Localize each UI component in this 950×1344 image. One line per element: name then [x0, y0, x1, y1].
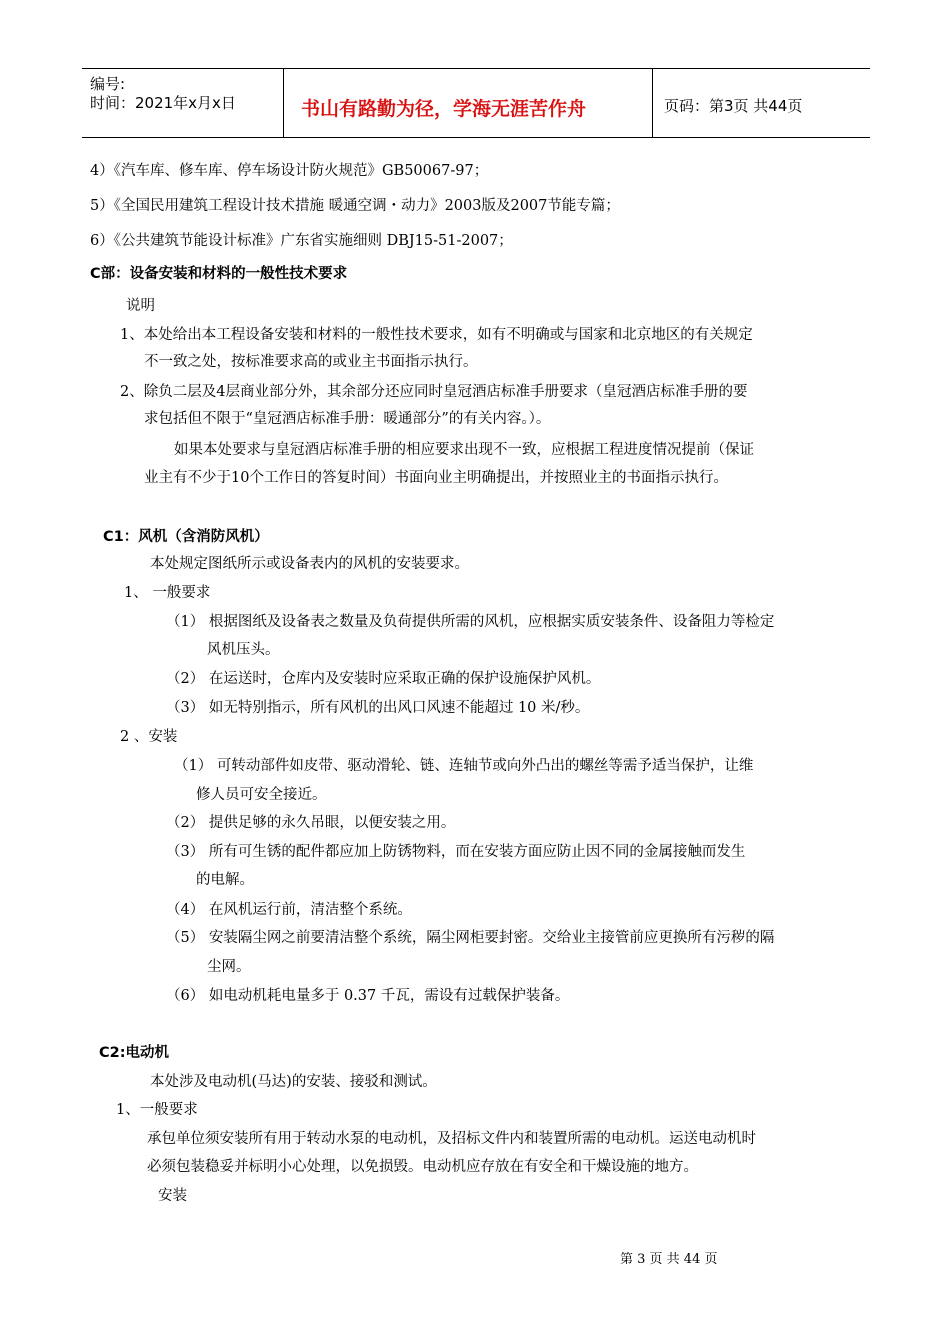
paragraph-line: 不一致之处，按标准要求高的或业主书面指示执行。 [144, 354, 478, 370]
paragraph-line: 如果本处要求与皇冠酒店标准手册的相应要求出现不一致，应根据工程进度情况提前（保证 [174, 442, 754, 458]
paragraph-line: 1、本处给出本工程设备安装和材料的一般性技术要求，如有不明确或与国家和北京地区的有关规定 [120, 327, 753, 343]
paragraph-line: 必须包装稳妥并标明小心处理，以免损毁。电动机应存放在有安全和干燥设施的地方。 [147, 1159, 698, 1175]
section-heading: C2:电动机 [99, 1045, 170, 1061]
subheading: 1、一般要求 [116, 1102, 198, 1118]
paragraph-line: 本处规定图纸所示或设备表内的风机的安装要求。 [150, 556, 469, 572]
subheading: 说明 [126, 298, 155, 314]
list-item: （5） 安装隔尘网之前要清洁整个系统，隔尘网柜要封密。交给业主接管前应更换所有污秽的隔 [166, 930, 775, 946]
section-heading: C部：设备安装和材料的一般性技术要求 [90, 266, 348, 282]
subheading: 2 、安装 [120, 729, 178, 745]
list-item: 修人员可安全接近。 [196, 787, 327, 803]
list-item: （2） 在运送时，仓库内及安装时应采取正确的保护设施保护风机。 [166, 671, 601, 687]
paragraph-line: 求包括但不限于“皇冠酒店标准手册：暖通部分”的有关内容。）。 [144, 411, 551, 427]
reference-item: 4）《汽车库、修车库、停车场设计防火规范》GB50067-97； [90, 163, 489, 179]
header-motto: 书山有路勤为径，学海无涯苦作舟 [301, 98, 587, 120]
header-divider [652, 69, 653, 137]
list-item: （6） 如电动机耗电量多于 0.37 千瓦，需设有过载保护装备。 [166, 988, 570, 1004]
document-number-label: 编号: [90, 75, 126, 93]
paragraph-line: 本处涉及电动机(马达)的安装、接驳和测试。 [150, 1074, 437, 1090]
subheading: 安装 [158, 1188, 187, 1204]
list-item: 风机压头。 [207, 642, 280, 658]
list-item: 的电解。 [196, 872, 254, 888]
list-item: （3） 所有可生锈的配件都应加上防锈物料，而在安装方面应防止因不同的金属接触而发生 [166, 844, 746, 860]
paragraph-line: 承包单位须安装所有用于转动水泵的电动机，及招标文件内和装置所需的电动机。运送电动机时 [147, 1131, 756, 1147]
page-indicator: 页码：第3页 共44页 [664, 97, 803, 115]
page-footer: 第 3 页 共 44 页 [620, 1252, 718, 1267]
paragraph-line: 业主有不少于10个工作日的答复时间）书面向业主明确提出，并按照业主的书面指示执行。 [144, 470, 728, 486]
paragraph-line: 2、除负二层及4层商业部分外，其余部分还应同时皇冠酒店标准手册要求（皇冠酒店标准手册的要 [120, 384, 748, 400]
list-item: （1） 根据图纸及设备表之数量及负荷提供所需的风机，应根据实质安装条件、设备阻力等检定 [166, 614, 775, 630]
list-item: （3） 如无特别指示，所有风机的出风口风速不能超过 10 米/秒。 [166, 700, 590, 716]
reference-item: 5）《全国民用建筑工程设计技术措施 暖通空调・动力》2003版及2007节能专篇； [90, 198, 620, 214]
list-item: （2） 提供足够的永久吊眼，以便安装之用。 [166, 815, 456, 831]
date-label: 时间：2021年x月x日 [90, 94, 236, 112]
subheading: 1、 一般要求 [124, 585, 211, 601]
list-item: （1） 可转动部件如皮带、驱动滑轮、链、连轴节或向外凸出的螺丝等需予适当保护，让维 [174, 758, 754, 774]
list-item: 尘网。 [207, 959, 251, 975]
reference-item: 6）《公共建筑节能设计标准》广东省实施细则 DBJ15-51-2007； [90, 233, 513, 249]
header-divider [283, 69, 284, 137]
list-item: （4） 在风机运行前，清洁整个系统。 [166, 902, 412, 918]
section-heading: C1：风机（含消防风机） [103, 529, 269, 545]
